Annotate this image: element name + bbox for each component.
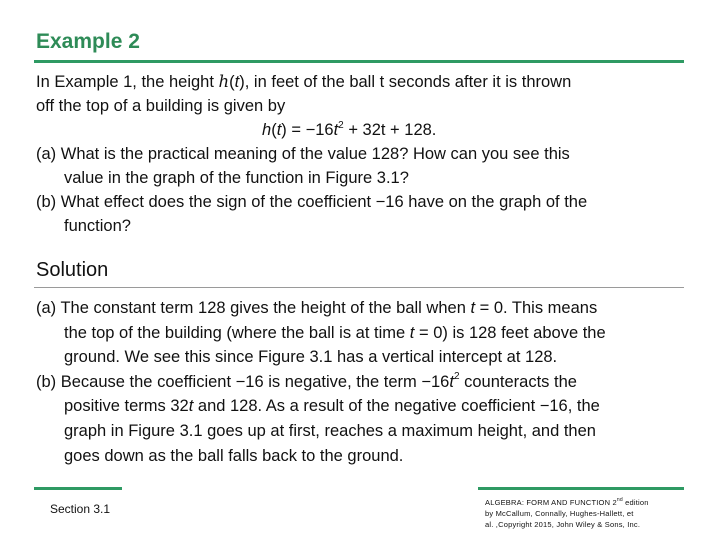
problem-text: In Example 1, the height (36, 73, 219, 91)
title-divider (34, 60, 684, 63)
answer-text: the top of the building (where the ball is at time (64, 323, 410, 342)
credit-text: ALGEBRA: FORM AND FUNCTION 2 (485, 498, 617, 507)
variable-t: t (234, 73, 240, 91)
equation-h: h (262, 121, 272, 139)
section-label: Section 3.1 (50, 502, 111, 516)
answer-text: = 0. This means (475, 299, 598, 317)
answer-b-line-1 (36, 370, 688, 395)
question-a-line-2: value in the graph of the function in Figure 3.1? (64, 169, 409, 187)
equation-t: t (276, 121, 282, 139)
credit-line-2: by McCallum, Connally, Hughes-Hallett, et (485, 509, 634, 518)
answer-text: (b) Because the coefficient −16 is negative, the term −16 (36, 372, 450, 391)
equation-text: + 32t + 128. (343, 121, 437, 139)
variable-t: t (449, 372, 454, 391)
answer-b-line-3: graph in Figure 3.1 goes up at first, reaches a maximum height, and then (64, 421, 596, 440)
variable-t: t (470, 299, 476, 317)
solution-heading: Solution (36, 259, 109, 281)
problem-text: ( (229, 73, 235, 91)
problem-line-1 (36, 70, 688, 94)
footer-left-divider (34, 487, 122, 490)
answer-text: (a) The constant term 128 gives the height of the ball when (36, 299, 471, 317)
exponent: 2 (453, 371, 460, 383)
answer-b-line-2 (36, 394, 688, 419)
problem-statement (36, 70, 688, 238)
equation-text: ) = −16 (281, 121, 334, 139)
question-b-line-2: function? (64, 217, 131, 235)
slide-title: Example 2 (36, 30, 140, 53)
variable-t: t (188, 397, 194, 416)
answer-text: = 0) is 128 feet above the (414, 323, 606, 342)
answer-a-line-3: ground. We see this since Figure 3.1 has a vertical intercept at 128. (64, 348, 558, 367)
equation-paren: ( (271, 121, 277, 139)
credit-superscript: nd (616, 496, 623, 503)
credit-line-1 (485, 497, 685, 508)
answer-a-line-2 (36, 321, 688, 346)
answer-b-line-4: goes down as the ball falls back to the ground. (64, 446, 404, 465)
answer-a-line-1 (36, 296, 688, 321)
height-equation (36, 118, 688, 142)
question-b-line-1: (b) What effect does the sign of the coefficient −16 have on the graph of the (36, 193, 588, 211)
equation-t-squared: t (333, 121, 339, 139)
credit-text: edition (622, 498, 649, 507)
credit-line-3: al. ,Copyright 2015, John Wiley & Sons, Inc. (485, 520, 641, 529)
question-a-line-1: (a) What is the practical meaning of the value 128? How can you see this (36, 145, 570, 163)
copyright-credit (485, 497, 685, 530)
answer-text: counteracts the (459, 372, 577, 391)
variable-t: t (409, 323, 415, 342)
problem-text: ), in feet of the ball t seconds after it is thrown (239, 73, 572, 91)
answer-text: and 128. As a result of the negative coefficient −16, the (193, 397, 600, 416)
footer-right-divider (478, 487, 684, 490)
equation-exponent: 2 (338, 119, 344, 131)
height-function-symbol: h (218, 72, 230, 91)
answer-text: positive terms 32 (64, 397, 189, 416)
solution-body (36, 296, 688, 468)
solution-divider (34, 287, 684, 288)
problem-line-2: off the top of a building is given by (36, 97, 286, 115)
